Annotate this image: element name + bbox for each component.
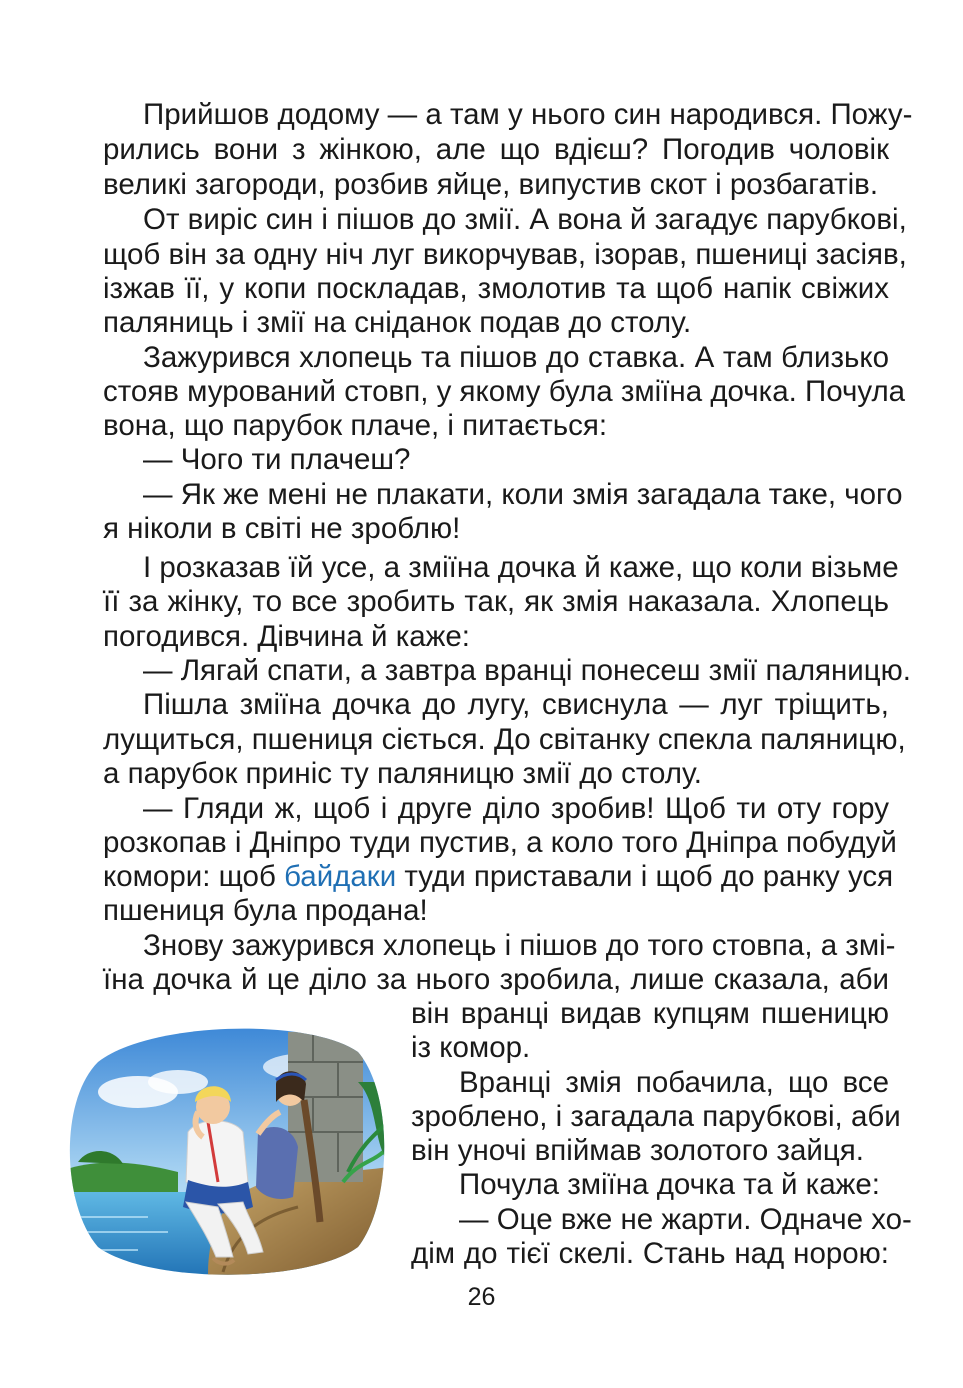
text-segment: комори: щоб (103, 860, 276, 893)
youth-and-maiden-by-pond-illustration (58, 1022, 388, 1280)
text-line: я ніколи в світі не зроблю! (103, 512, 461, 545)
text-line: Зажурився хлопець та пішов до ставка. А там близько (143, 341, 889, 374)
text-line: Вранці змія побачила, що все (459, 1066, 889, 1099)
dialogue-line: — Чого ти плачеш? (143, 443, 411, 476)
dialogue-line: — Гляди ж, щоб і друге діло зробив! Щоб ти оту гору (143, 792, 889, 825)
text-line: він уночі впіймав золотого зайця. (411, 1134, 864, 1167)
text-line: розкопав і Дніпро туди пустив, а коло того Дніпра побудуй (103, 826, 897, 859)
text-line: погодився. Дівчина й каже: (103, 620, 470, 653)
dialogue-line: — Як же мені не плакати, коли змія загадала таке, чого (143, 478, 903, 511)
text-line: вона, що парубок плаче, і питається: (103, 409, 608, 442)
text-line: ізжав її, у копи поскладав, змолотив та щоб напік свіжих (103, 272, 889, 305)
highlighted-word: байдаки (284, 860, 397, 893)
dialogue-line: — Лягай спати, а завтра вранці понесеш змії паляницю. (143, 654, 911, 687)
text-line: дім до тієї скелі. Стань над норою: (411, 1237, 889, 1270)
page-number: 26 (467, 1283, 496, 1311)
dialogue-line: — Оце вже не жарти. Одначе хо- (459, 1203, 912, 1236)
text-line: а парубок приніс ту паляницю змії до столу. (103, 757, 703, 790)
text-line: Знову зажурився хлопець і пішов до того стовпа, а змі- (143, 929, 896, 962)
text-line: лущиться, пшениця сіється. До світанку спекла паляницю, (103, 723, 906, 756)
text-line (103, 860, 894, 894)
text-segment: туди приставали і щоб до ранку уся (404, 860, 894, 893)
text-line: із комор. (411, 1031, 531, 1064)
text-line: стояв мурований стовп, у якому була зміїна дочка. Почула (103, 375, 906, 408)
text-line: І розказав їй усе, а зміїна дочка й каже, що коли візьме (143, 551, 899, 584)
text-line: паляниць і змії на сніданок подав до столу. (103, 306, 692, 339)
text-line: Почула зміїна дочка та й каже: (459, 1168, 880, 1201)
text-line: їна дочка й це діло за нього зробила, лише сказала, аби (103, 963, 889, 996)
text-line: Пішла зміїна дочка до лугу, свиснула — луг тріщить, (143, 688, 889, 721)
text-line: зроблено, і загадала парубкові, аби (411, 1100, 901, 1133)
text-line: Прийшов додому — а там у нього син народився. Пожу- (143, 98, 913, 131)
text-line: її за жінку, то все зробить так, як змія наказала. Хлопець (103, 585, 889, 618)
text-line: великі загороди, розбив яйце, випустив скот і розбагатів. (103, 168, 879, 201)
text-line: рились вони з жінкою, але що вдієш? Погодив чоловік (103, 133, 889, 166)
text-line: він вранці видав купцям пшеницю (411, 997, 889, 1030)
text-line: щоб він за одну ніч луг викорчував, ізорав, пшениці засіяв, (103, 238, 907, 271)
text-line: От виріс син і пішов до змії. А вона й загадує парубкові, (143, 203, 907, 236)
text-line: пшениця була продана! (103, 894, 428, 927)
